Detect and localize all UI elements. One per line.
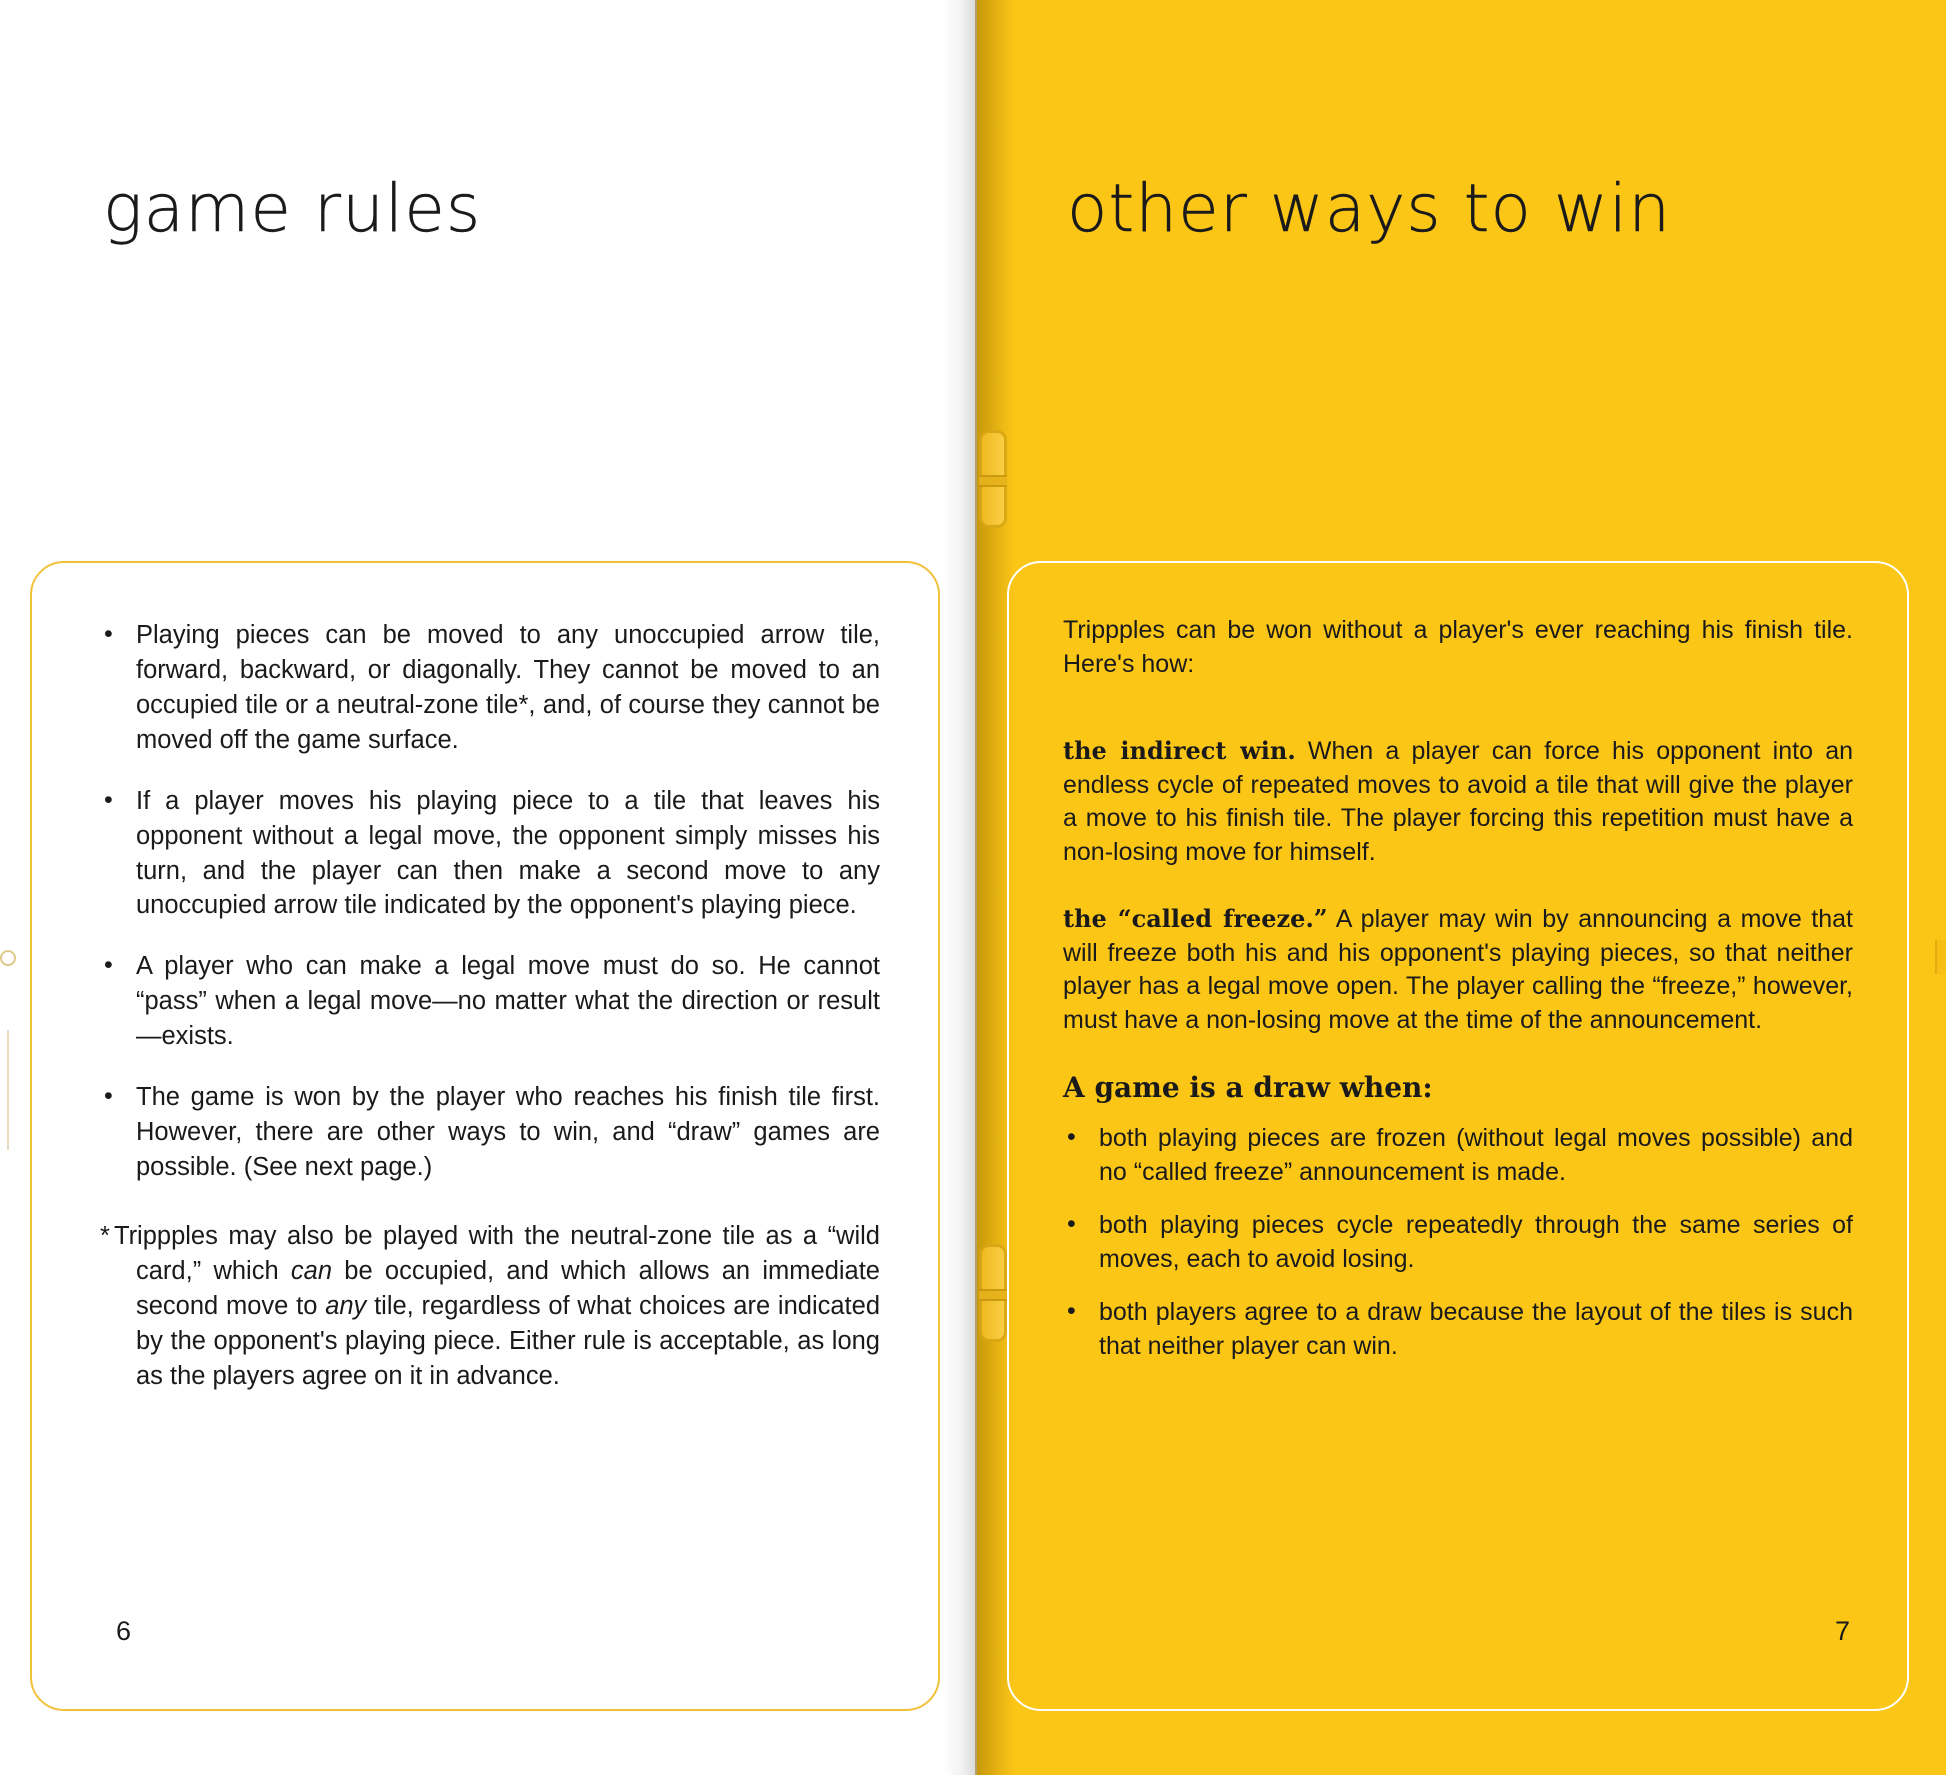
list-item: • both players agree to a draw because the layout of the tiles is such that neither player can win. [1063,1296,1853,1363]
page-edge-hole [0,950,16,966]
section-indirect-win [1063,735,1853,869]
rules-content-right [1063,614,1853,1383]
page-edge-crease [0,1030,9,1150]
rules-content-left [100,618,880,1394]
list-item: • A player who can make a legal move must do so. He cannot “pass” when a legal move—no matter what the direction or result—exists. [100,949,880,1054]
staple-bottom-icon [979,1244,1007,1342]
section-body: A player may win by announcing a move that will freeze both his and his opponent's playing pieces, so that neither player has a legal move open. The player calling the “freeze,” however, must have a non-losing move at the time of the announcement. [1063,905,1853,1034]
staple-top-icon [979,430,1007,528]
list-item: • If a player moves his playing piece to a tile that leaves his opponent without a legal move, the opponent simply misses his turn, and the player can then make a second move to any unoccupied arrow tile indicated by the opponent's playing piece. [100,784,880,924]
draw-list [1063,1122,1853,1363]
footnote-italic-2: any [325,1291,367,1320]
footnote-part-1: Trippples may also be played with the neutral-zone tile as a “wild card,” which [113,1221,880,1285]
section-called-freeze [1063,903,1853,1037]
footnote-italic-1: can [290,1256,333,1285]
list-item: • The game is won by the player who reaches his finish tile first. However, there are other ways to win, and “draw” games are possible. (See next page.) [100,1080,880,1185]
footnote [100,1219,880,1394]
rules-list [100,618,880,1185]
section-lead: the “called freeze.” [1063,904,1328,933]
list-item: • both playing pieces are frozen (without legal moves possible) and no “called freeze” announcement is made. [1063,1122,1853,1189]
list-item: • both playing pieces cycle repeatedly through the same series of moves, each to avoid losing. [1063,1209,1853,1276]
page-number-right: 7 [1834,1616,1850,1646]
page-title-right: other ways to win [1067,170,1672,247]
spine-fold [943,0,977,1775]
footnote-part-2: be occupied, and which allows an immediate second move to [136,1256,880,1320]
footnote-part-3: tile, regardless of what choices are indicated by the opponent's playing piece. Either rule is acceptable, as long as the players agree on it in advance. [136,1291,881,1390]
section-lead: the indirect win. [1063,736,1296,765]
intro-paragraph: Trippples can be won without a player's ever reaching his finish tile. Here's how: [1063,616,1853,678]
draw-heading: A game is a draw when: [1063,1071,1433,1104]
right-page [975,0,1946,1775]
footnote-marker: * [100,1221,114,1250]
page-edge-nick [1935,940,1946,974]
page-title-left: game rules [103,170,482,247]
page-number-left: 6 [116,1616,132,1646]
section-body: When a player can force his opponent into an endless cycle of repeated moves to avoid a tile that will give the player a move to his finish tile. The player forcing this repetition must have a non-losing move for himself. [1063,737,1853,866]
list-item: • Playing pieces can be moved to any unoccupied arrow tile, forward, backward, or diagonally. They cannot be moved to an occupied tile or a neutral-zone tile*, and, of course they cannot be moved off the game surface. [100,618,880,758]
